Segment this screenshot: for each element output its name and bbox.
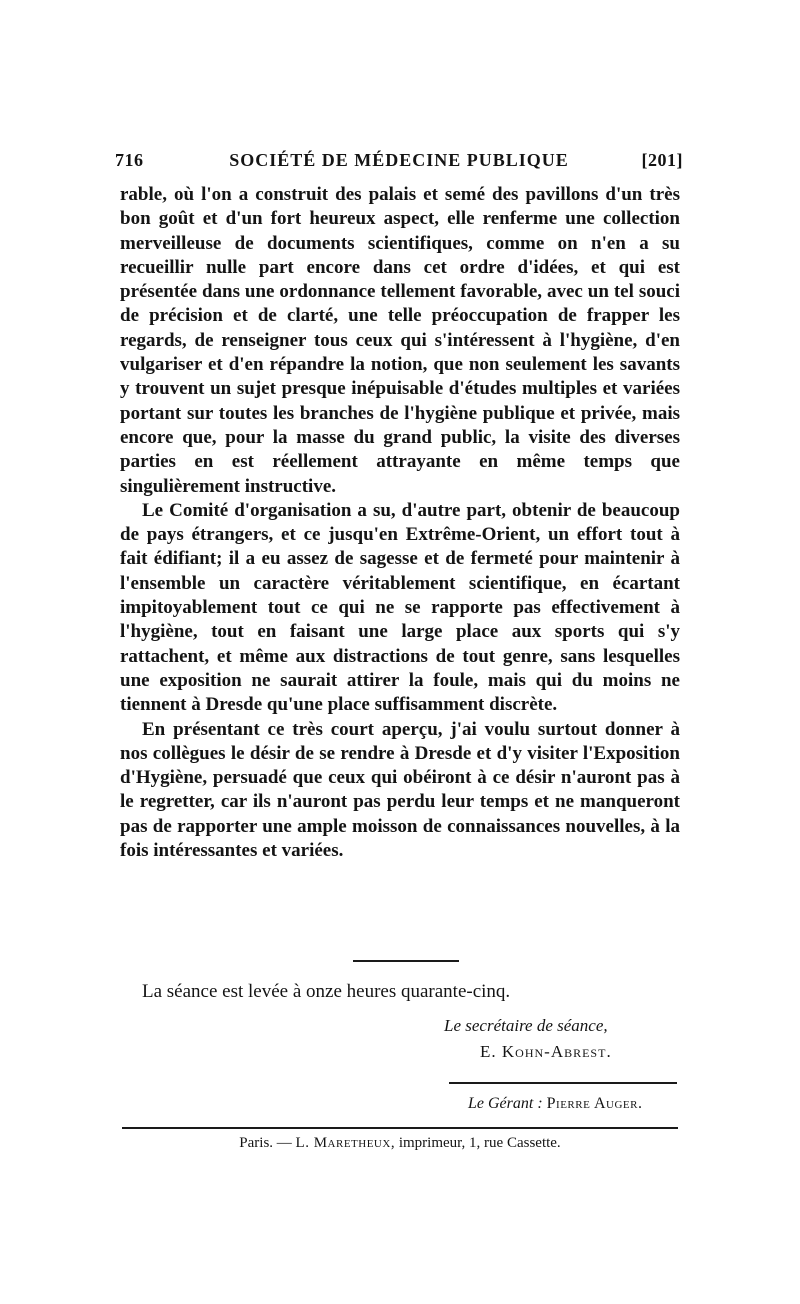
running-title: SOCIÉTÉ DE MÉDECINE PUBLIQUE — [229, 150, 569, 170]
imprint-city: Paris. — — [239, 1135, 292, 1151]
bracket-reference: [201] — [641, 150, 683, 170]
page-number: 716 — [115, 150, 144, 170]
footer-divider — [122, 1127, 678, 1129]
paragraph-1: rable, où l'on a construit des palais et semé des pavillons d'un très bon goût et d'un fort heureux aspect, elle renferme une collection merveilleuse de documents scientifiques, comme on n'en a su recueillir nulle part encore dans cet ordre d'idées, et qui est présentée dans une ordonnance tellement favorable, avec un tel souci de précision et de clarté, une telle préoccupation de frapper les regards, de renseigner tous ceux qui s'intéressent à l'hygiène, d'en vulgariser et d'en répandre la notion, que non seulement les savants y trouvent un sujet presque inépuisable d'études multiples et variées portant sur toutes les branches de l'hygiène publique et privée, mais encore que, pour la masse du grand public, la visite des diverses parties en est réellement attrayante en même temps que singulièrement instructive. — [120, 184, 680, 497]
secretary-name: E. Kohn-Abrest. — [480, 1042, 612, 1061]
imprint-address: imprimeur, 1, rue Cassette. — [398, 1135, 561, 1151]
gerant-name: Pierre Auger. — [546, 1095, 643, 1112]
gerant-divider — [449, 1082, 677, 1084]
running-header — [115, 150, 683, 174]
body-text — [120, 183, 680, 863]
imprint-printer: L. Maretheux, — [295, 1135, 396, 1151]
printer-imprint — [0, 1135, 800, 1152]
adjournment-line: La séance est levée à onze heures quarante-cinq. — [142, 981, 511, 1002]
gerant-line — [468, 1095, 642, 1113]
paragraph-3: En présentant ce très court aperçu, j'ai voulu surtout donner à nos collègues le désir de se rendre à Dresde et d'y visiter l'Exposition d'Hygiène, persuadé que ceux qui obéiront à ce désir n'auront pas à le regretter, car ils n'auront pas perdu leur temps et ne manqueront pas de rapporter une ample moisson de connaissances nouvelles, à la fois intéressantes et variées. — [120, 718, 680, 862]
paragraph-2: Le Comité d'organisation a su, d'autre part, obtenir de beaucoup de pays étrangers, et ce jusqu'en Extrême-Orient, un effort tout à fait édifiant; il a eu assez de sagesse et de fermeté pour maintenir à l'ensemble un caractère véritablement scientifique, en écartant impitoyablement tout ce qui ne se rapporte pas effectivement à l'hygiène, tout en faisant une large place aux sports qui s'y rattachent, et même aux distractions de tout genre, sans lesquelles une exposition ne saurait attirer la foule, mais qui du moins ne tiennent à Dresde qu'une place suffisamment discrète. — [120, 499, 680, 716]
secretary-role: Le secrétaire de séance, — [444, 1016, 608, 1035]
section-divider — [353, 960, 459, 962]
gerant-label: Le Gérant : — [468, 1095, 543, 1112]
